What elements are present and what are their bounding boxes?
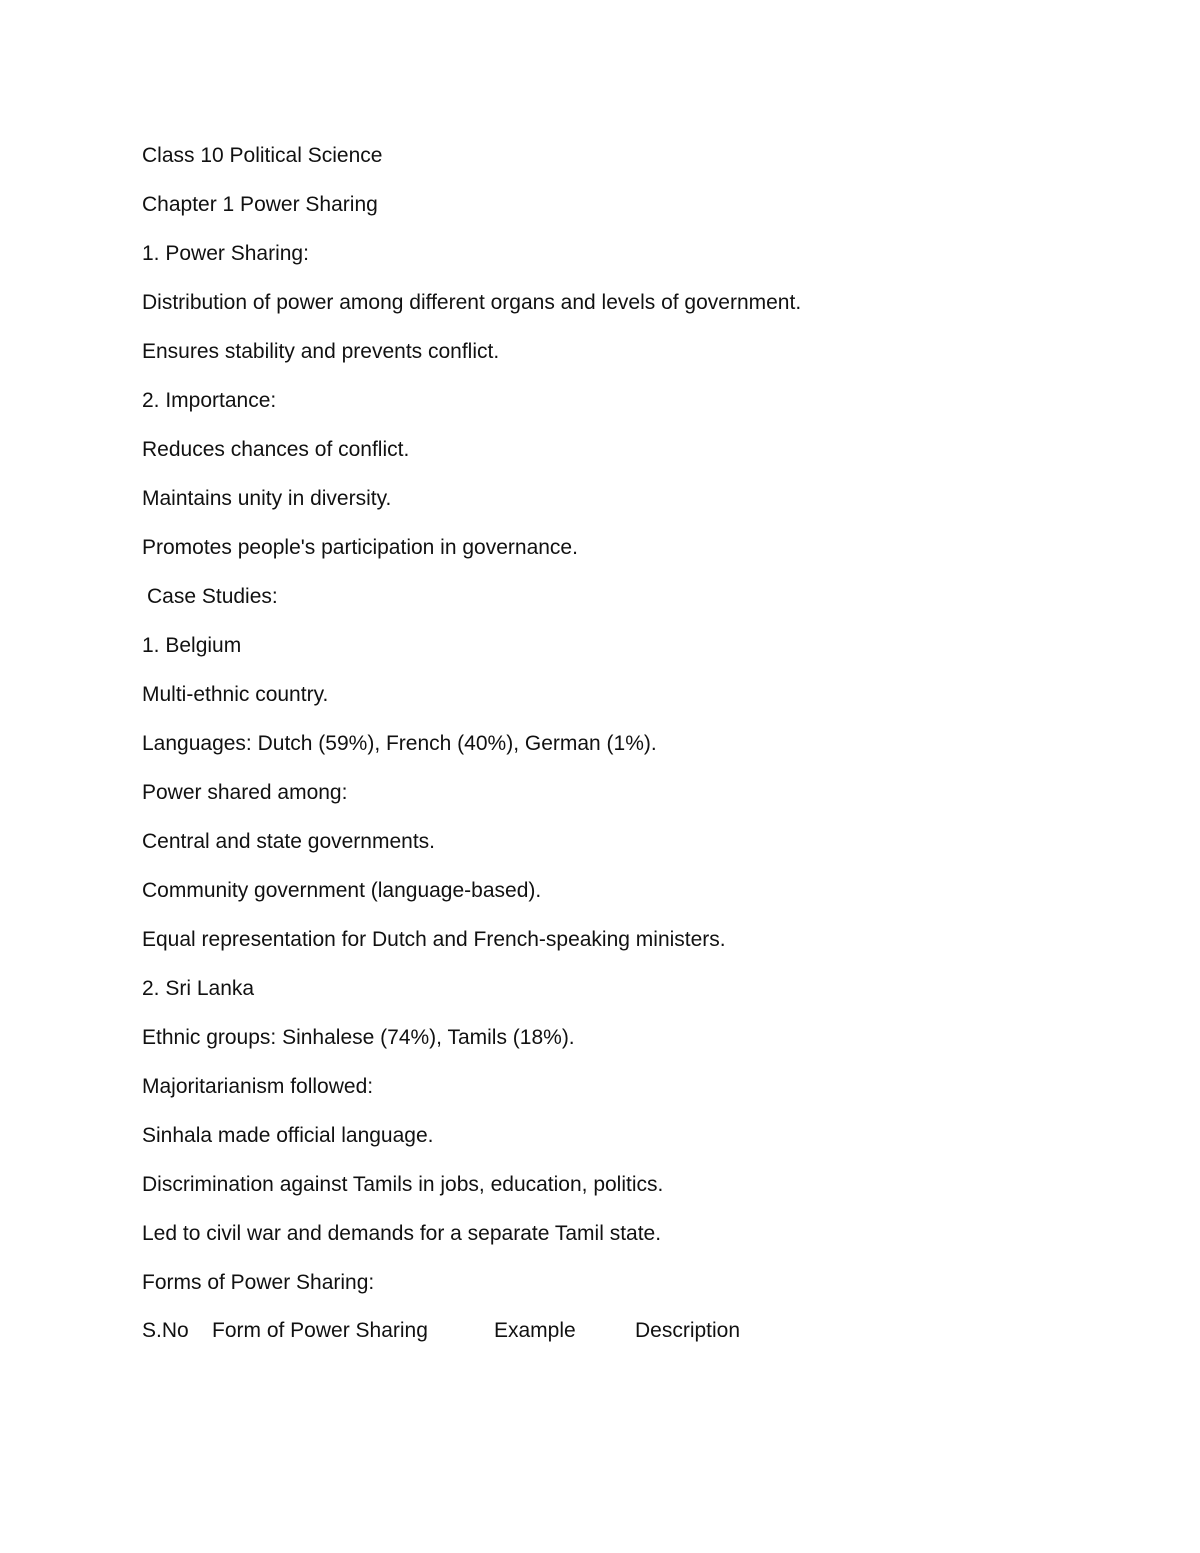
table-header-form: Form of Power Sharing	[212, 1319, 428, 1342]
paragraph-line: Languages: Dutch (59%), French (40%), German (1%).	[142, 732, 657, 755]
paragraph-line: Sinhala made official language.	[142, 1124, 434, 1147]
paragraph-line: Ensures stability and prevents conflict.	[142, 340, 500, 363]
table-header-description: Description	[635, 1319, 741, 1342]
subheading-sri-lanka: 2. Sri Lanka	[142, 977, 255, 1000]
paragraph-line: Power shared among:	[142, 781, 348, 804]
paragraph-line: Discrimination against Tamils in jobs, education, politics.	[142, 1173, 664, 1196]
table-header-sno: S.No	[142, 1319, 189, 1342]
paragraph-line: Promotes people's participation in governance.	[142, 536, 578, 559]
paragraph-line: Majoritarianism followed:	[142, 1075, 374, 1098]
chapter-heading: Chapter 1 Power Sharing	[142, 193, 378, 216]
table-header-row	[0, 1318, 1200, 1344]
document-title: Class 10 Political Science	[142, 144, 383, 167]
paragraph-line: Ethnic groups: Sinhalese (74%), Tamils (18%).	[142, 1026, 575, 1049]
section-heading-case-studies: Case Studies:	[147, 585, 278, 608]
section-heading-power-sharing: 1. Power Sharing:	[142, 242, 309, 265]
paragraph-line: Community government (language-based).	[142, 879, 542, 902]
section-heading-importance: 2. Importance:	[142, 389, 277, 412]
table-header-example: Example	[494, 1319, 576, 1342]
section-heading-forms: Forms of Power Sharing:	[142, 1271, 375, 1294]
paragraph-line: Multi-ethnic country.	[142, 683, 329, 706]
paragraph-line: Equal representation for Dutch and French-speaking ministers.	[142, 928, 726, 951]
paragraph-line: Led to civil war and demands for a separate Tamil state.	[142, 1222, 662, 1245]
paragraph-line: Distribution of power among different organs and levels of government.	[142, 291, 802, 314]
paragraph-line: Central and state governments.	[142, 830, 435, 853]
paragraph-line: Maintains unity in diversity.	[142, 487, 392, 510]
subheading-belgium: 1. Belgium	[142, 634, 242, 657]
paragraph-line: Reduces chances of conflict.	[142, 438, 410, 461]
